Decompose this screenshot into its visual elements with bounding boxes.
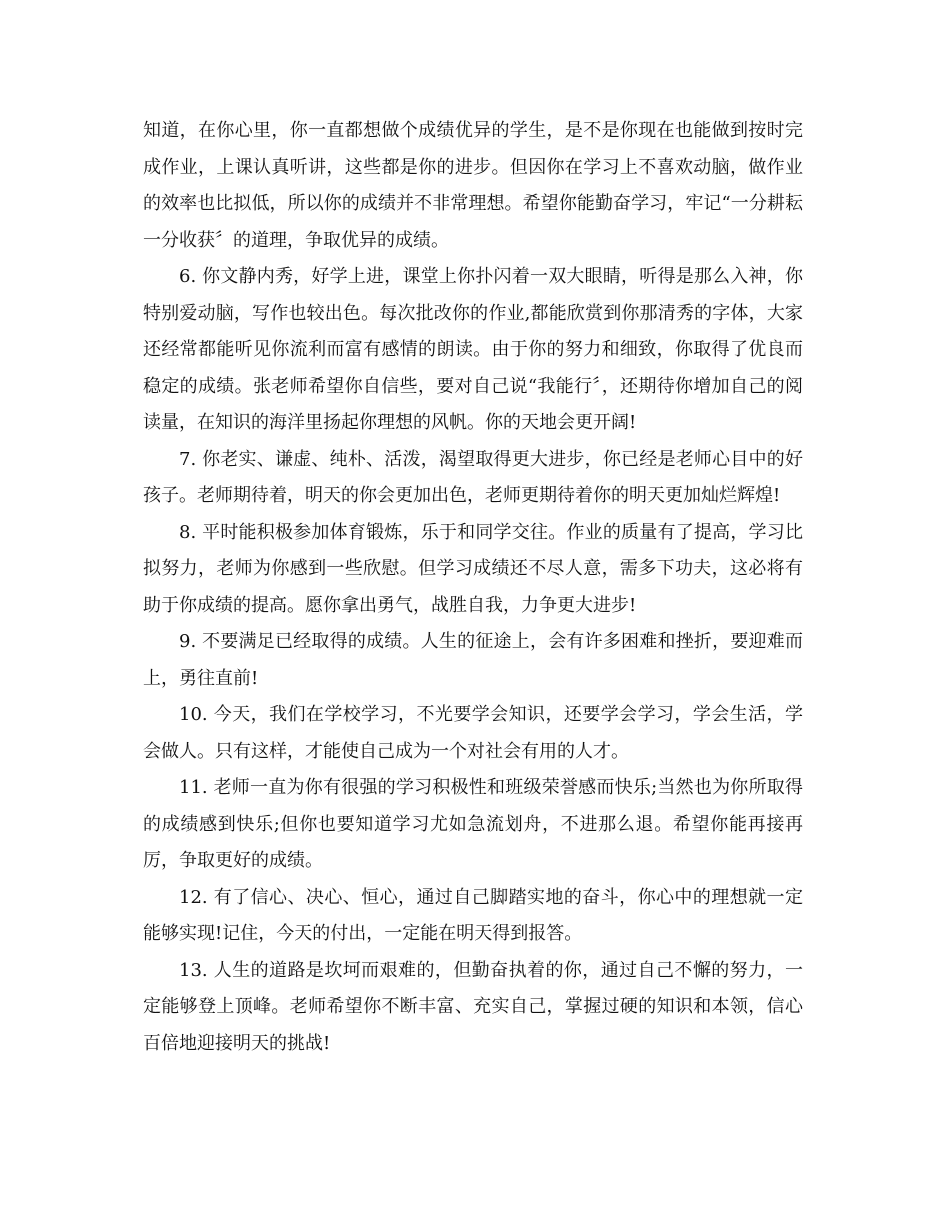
paragraph-item-6: 6. 你文静内秀，好学上进，课堂上你扑闪着一双大眼睛，听得是那么入神，你特别爱动脑，写作也较出色。每次批改你的作业,都能欣赏到你那清秀的字体，大家还经常都能听见你流利而富有感情的朗读。由于你的努力和细致，你取得了优良而稳定的成绩。张老师希望你自信些，要对自己说“我能行〞，还期待你增加自己的阅读量，在知识的海洋里扬起你理想的风帆。你的天地会更开阔! <box>143 266 803 433</box>
document-body <box>143 113 803 1062</box>
paragraph-item-13: 13. 人生的道路是坎坷而艰难的，但勤奋执着的你，通过自己不懈的努力，一定能够登上顶峰。老师希望你不断丰富、充实自己，掌握过硬的知识和本领，信心百倍地迎接明天的挑战! <box>143 959 803 1054</box>
paragraph-item-11: 11. 老师一直为你有很强的学习积极性和班级荣誉感而快乐;当然也为你所取得的成绩感到快乐;但你也要知道学习尤如急流划舟，不进那么退。希望你能再接再厉，争取更好的成绩。 <box>143 777 803 871</box>
paragraph-item-10: 10. 今天，我们在学校学习，不光要学会知识，还要学会学习，学会生活，学会做人。只有这样，才能使自己成为一个对社会有用的人才。 <box>143 704 803 762</box>
paragraph-item-8: 8. 平时能积极参加体育锻炼，乐于和同学交往。作业的质量有了提高，学习比拟努力，老师为你感到一些欣慰。但学习成绩还不尽人意，需多下功夫，这必将有助于你成绩的提高。愿你拿出勇气，战胜自我，力争更大进步! <box>143 521 803 616</box>
paragraph-item-9: 9. 不要满足已经取得的成绩。人生的征途上，会有许多困难和挫折，要迎难而上，勇往直前! <box>143 631 803 689</box>
paragraph-item-12: 12. 有了信心、决心、恒心，通过自己脚踏实地的奋斗，你心中的理想就一定能够实现!记住，今天的付出，一定能在明天得到报答。 <box>143 886 803 944</box>
paragraph-continued: 知道，在你心里，你一直都想做个成绩优异的学生，是不是你现在也能做到按时完成作业，上课认真听讲，这些都是你的进步。但因你在学习上不喜欢动脑，做作业的效率也比拟低，所以你的成绩并不非常理想。希望你能勤奋学习，牢记“一分耕耘一分收获〞的道理，争取优异的成绩。 <box>143 120 803 251</box>
paragraph-item-7: 7. 你老实、谦虚、纯朴、活泼，渴望取得更大进步，你已经是老师心目中的好孩子。老师期待着，明天的你会更加出色，老师更期待着你的明天更加灿烂辉煌! <box>143 448 803 506</box>
